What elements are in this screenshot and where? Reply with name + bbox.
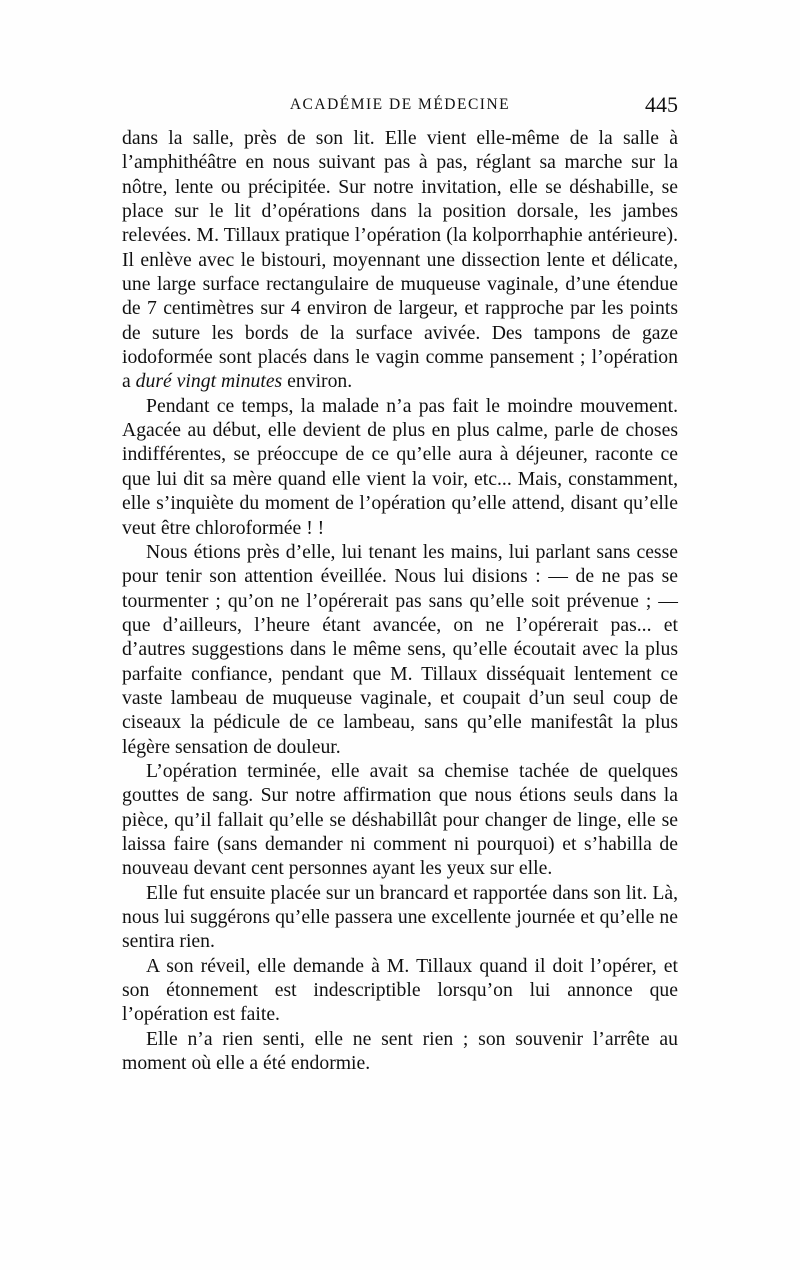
paragraph: Nous étions près d’elle, lui tenant les mains, lui parlant sans cesse pour tenir son attention éveillée. Nous lui disions : — de ne pas se tourmenter ; qu’on ne l’opérerait pas sans qu’elle soit prévenue ; — que d’ailleurs, l’heure étant avancée, on ne l’opérerait pas... et d’autres suggestions dans le même sens, qu’elle écoutait avec la plus parfaite confiance, pendant que M. Tillaux disséquait lentement ce vaste lambeau de muqueuse vaginale, et coupait d’un seul coup de ciseaux la pédicule de ce lambeau, sans qu’elle manifestât la plus légère sensation de douleur.	[122, 540, 678, 758]
running-title: ACADÉMIE DE MÉDECINE	[289, 96, 511, 113]
page-number: 445	[645, 92, 678, 117]
paragraph-continued	[122, 126, 678, 394]
paragraph-text: environ.	[282, 370, 353, 393]
paragraph: L’opération terminée, elle avait sa chemise tachée de quelques gouttes de sang. Sur notre affirmation que nous étions seuls dans la pièce, qu’il fallait qu’elle se déshabillât pour changer de linge, elle se laissa faire (sans demander ni comment ni pourquoi) et s’habilla de nouveau devant cent personnes ayant les yeux sur elle.	[122, 759, 678, 880]
body-text	[122, 126, 678, 1075]
paragraph: Elle fut ensuite placée sur un brancard et rapportée dans son lit. Là, nous lui suggérons qu’elle passera une excellente journée et qu’elle ne sentira rien.	[122, 881, 678, 953]
paragraph-text: dans la salle, près de son lit. Elle vient elle-même de la salle à l’amphithéâtre en nous suivant pas à pas, réglant sa marche sur la nôtre, lente ou précipitée. Sur notre invitation, elle se déshabille, se place sur le lit d’opérations dans la position dorsale, les jambes relevées. M. Tillaux pratique l’opération (la kolporrhaphie antérieure). Il enlève avec le bistouri, moyennant une dissection lente et délicate, une large surface rectangulaire de muqueuse vaginale, d’une étendue de 7 centimètres sur 4 environ de largeur, et rapproche par les points de suture les bords de la surface avivée. Des tampons de gaze iodoformée sont placés dans le vagin comme pansement ; l’opération a	[122, 127, 678, 393]
running-head	[122, 92, 678, 122]
italic-phrase: duré vingt minutes	[135, 370, 283, 393]
paragraph: A son réveil, elle demande à M. Tillaux quand il doit l’opérer, et son étonnement est indescriptible lorsqu’on lui annonce que l’opération est faite.	[122, 954, 678, 1026]
paragraph: Pendant ce temps, la malade n’a pas fait le moindre mouvement. Agacée au début, elle devient de plus en plus calme, parle de choses indifférentes, se préoccupe de ce qu’elle aura à déjeuner, raconte ce que lui dit sa mère quand elle vient la voir, etc... Mais, constamment, elle s’inquiète du moment de l’opération qu’elle attend, disant qu’elle veut être chloroformée ! !	[122, 394, 678, 539]
paragraph: Elle n’a rien senti, elle ne sent rien ; son souvenir l’arrête au moment où elle a été endormie.	[122, 1027, 678, 1075]
